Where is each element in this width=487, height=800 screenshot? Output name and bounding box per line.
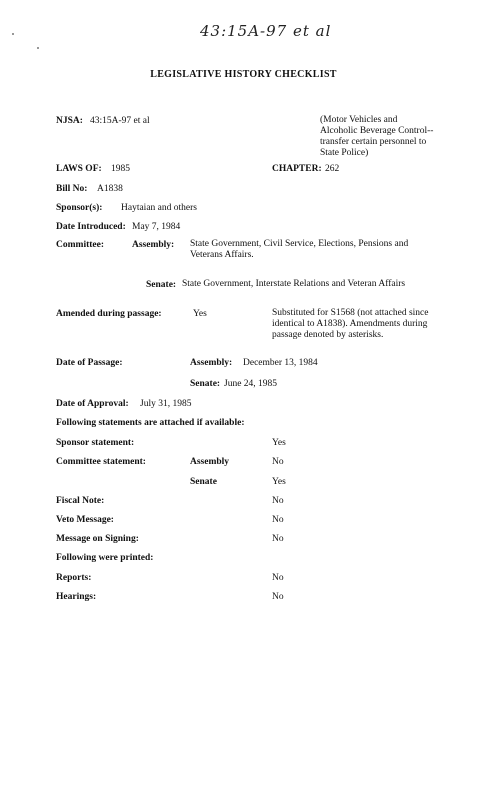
reports-label: Reports:	[56, 573, 92, 583]
date-of-approval-value: July 31, 1985	[140, 399, 192, 409]
hearings-label: Hearings:	[56, 592, 97, 602]
committee-assembly-label: Assembly:	[132, 240, 175, 250]
amended-note: Substituted for S1568 (not attached since identical to A1838). Amendments during passage denoted by asterisks.	[272, 308, 429, 340]
passage-senate-value: June 24, 1985	[224, 379, 278, 389]
printed-heading: Following were printed:	[56, 553, 154, 563]
passage-senate-label: Senate:	[190, 379, 221, 389]
committee-senate-value: State Government, Interstate Relations and Veteran Affairs	[182, 279, 406, 289]
sponsor-statement-label: Sponsor statement:	[56, 438, 135, 448]
fiscal-note-label: Fiscal Note:	[56, 496, 105, 506]
committee-statement-senate-value: Yes	[272, 477, 286, 487]
passage-assembly-value: December 13, 1984	[243, 358, 318, 368]
reports-value: No	[272, 573, 284, 583]
committee-statement-label: Committee statement:	[56, 457, 146, 467]
sponsor-statement-value: Yes	[272, 438, 286, 448]
fiscal-note-value: No	[272, 496, 284, 506]
scan-speck	[12, 33, 14, 35]
page-title: LEGISLATIVE HISTORY CHECKLIST	[150, 69, 337, 80]
laws-of-value: 1985	[111, 164, 130, 174]
chapter-label: CHAPTER:	[272, 164, 322, 174]
veto-message-label: Veto Message:	[56, 515, 114, 525]
date-of-passage-label: Date of Passage:	[56, 358, 123, 368]
passage-assembly-label: Assembly:	[190, 358, 233, 368]
bill-no-value: A1838	[97, 184, 123, 194]
committee-label: Committee:	[56, 240, 105, 250]
njsa-label: NJSA:	[56, 116, 83, 126]
committee-statement-senate-label: Senate	[190, 477, 217, 487]
njsa-value: 43:15A-97 et al	[90, 116, 150, 126]
handwritten-note: 43:15A-97 et al	[200, 22, 332, 40]
committee-statement-assembly-label: Assembly	[190, 457, 230, 467]
date-introduced-label: Date Introduced:	[56, 222, 126, 232]
committee-senate-label: Senate:	[146, 280, 177, 290]
message-on-signing-value: No	[272, 534, 284, 544]
sponsors-label: Sponsor(s):	[56, 203, 103, 213]
chapter-value: 262	[325, 164, 340, 174]
bill-no-label: Bill No:	[56, 184, 88, 194]
date-introduced-value: May 7, 1984	[132, 222, 181, 232]
scan-speck	[37, 47, 39, 49]
attached-heading: Following statements are attached if available:	[56, 418, 245, 428]
committee-assembly-value: State Government, Civil Service, Elections, Pensions and Veterans Affairs.	[190, 239, 409, 260]
laws-of-label: LAWS OF:	[56, 164, 102, 174]
amended-value: Yes	[193, 309, 207, 319]
hearings-value: No	[272, 592, 284, 602]
date-of-approval-label: Date of Approval:	[56, 399, 129, 409]
njsa-description: (Motor Vehicles and Alcoholic Beverage Control--transfer certain personnel to State Police)	[320, 115, 434, 158]
message-on-signing-label: Message on Signing:	[56, 534, 139, 544]
committee-statement-assembly-value: No	[272, 457, 284, 467]
amended-label: Amended during passage:	[56, 309, 162, 319]
sponsors-value: Haytaian and others	[121, 203, 197, 213]
veto-message-value: No	[272, 515, 284, 525]
